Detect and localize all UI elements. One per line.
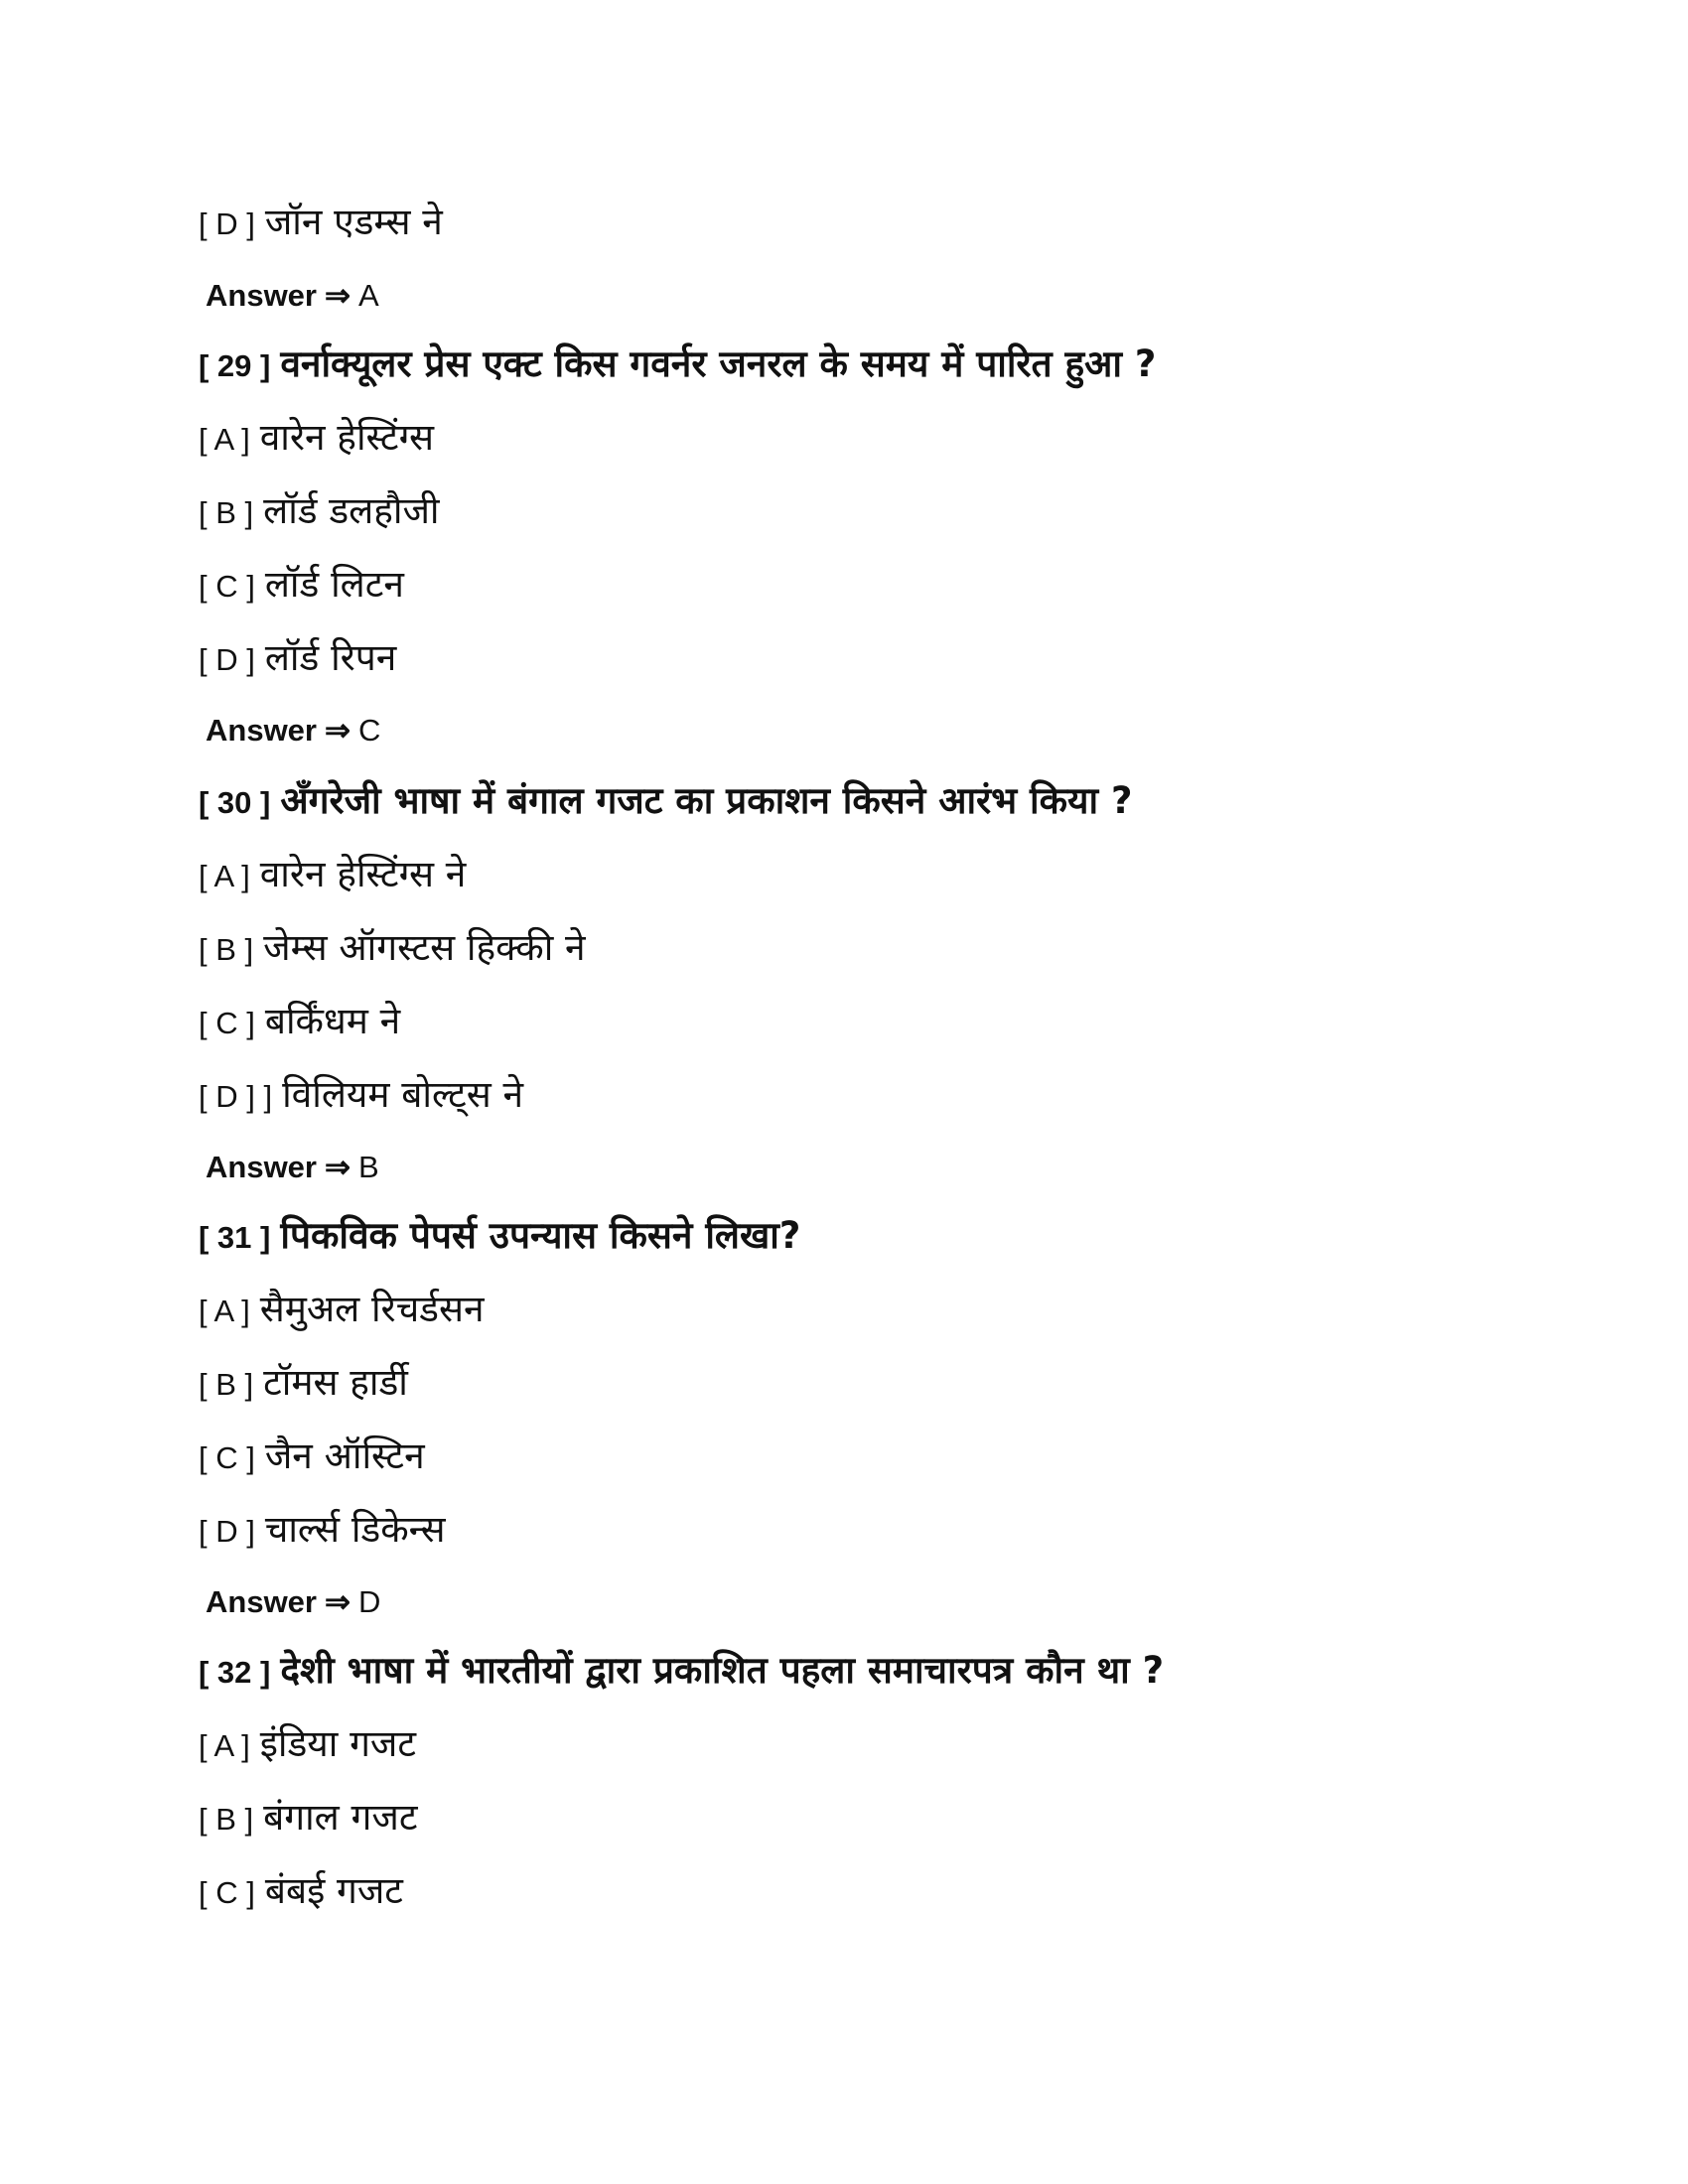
option-text: विलियम बोल्ट्स ने (282, 1073, 524, 1116)
option-label: [ C ] (199, 1006, 255, 1040)
q31-option-d (199, 1508, 446, 1551)
option-text: वारेन हेस्टिंग्स (259, 416, 434, 459)
option-label: [ B ] (199, 495, 254, 530)
q29-option-b (199, 489, 440, 532)
q29-option-a (199, 416, 434, 459)
option-text: जैन ऑस्टिन (264, 1434, 425, 1477)
option-label: [ B ] (199, 932, 254, 967)
option-label: [ D ] (199, 1514, 255, 1549)
q32-option-b (199, 1796, 418, 1839)
option-text: जॉन एडम्स ने (264, 201, 443, 243)
q29-option-d (199, 636, 397, 679)
option-text: वारेन हेस्टिंग्स ने (259, 853, 467, 895)
option-label: [ B ] (199, 1367, 254, 1402)
option-text: बंबई गजट (264, 1869, 403, 1912)
question-number: [ 32 ] (199, 1655, 271, 1690)
option-text: लॉर्ड रिपन (264, 636, 397, 679)
question-31 (199, 1214, 801, 1257)
answer-value: C (357, 713, 381, 748)
option-label: [ A ] (199, 859, 250, 893)
q30-answer (206, 1152, 379, 1182)
question-text: देशी भाषा में भारतीयों द्वारा प्रकाशित पहला समाचारपत्र कौन था ? (280, 1649, 1165, 1692)
q30-option-b (199, 926, 586, 969)
question-number: [ 29 ] (199, 348, 271, 383)
answer-arrow: ⇒ (324, 278, 351, 313)
q30-option-c (199, 1000, 401, 1042)
q31-option-b (199, 1361, 408, 1404)
option-label: [ B ] (199, 1802, 254, 1837)
option-label: [ A ] (199, 422, 250, 457)
q29-option-c (199, 563, 404, 606)
question-text: पिकविक पेपर्स उपन्यास किसने लिखा? (280, 1214, 801, 1257)
option-label: [ C ] (199, 569, 255, 604)
question-number: [ 30 ] (199, 785, 271, 820)
option-label: [ A ] (199, 1728, 250, 1763)
answer-arrow: ⇒ (324, 713, 351, 748)
question-number: [ 31 ] (199, 1220, 271, 1255)
option-text: लॉर्ड डलहौजी (263, 489, 440, 532)
option-text: इंडिया गजट (259, 1722, 417, 1765)
option-label: [ D ] (199, 642, 255, 677)
option-label: [ D ] ] (199, 1079, 273, 1114)
answer-value: D (357, 1584, 381, 1619)
question-text: अँगरेजी भाषा में बंगाल गजट का प्रकाशन किसने आरंभ किया ? (280, 779, 1133, 822)
question-29 (199, 342, 1157, 385)
answer-label: Answer (206, 1150, 317, 1184)
q30-option-d (199, 1073, 524, 1116)
option-text: सैमुअल रिचर्डसन (259, 1288, 485, 1330)
q29-answer (206, 715, 380, 746)
option-label: [ D ] (199, 206, 255, 241)
q31-option-a (199, 1288, 485, 1330)
answer-arrow: ⇒ (324, 1584, 351, 1619)
option-text: बर्किंधम ने (264, 1000, 401, 1042)
prev-option-d (199, 201, 443, 243)
option-text: जेम्स ऑगस्टस हिक्की ने (263, 926, 586, 969)
answer-label: Answer (206, 713, 317, 748)
question-32 (199, 1649, 1165, 1692)
answer-value: A (357, 278, 379, 313)
answer-arrow: ⇒ (324, 1150, 351, 1184)
answer-label: Answer (206, 278, 317, 313)
q30-option-a (199, 853, 467, 895)
option-text: लॉर्ड लिटन (264, 563, 404, 606)
q31-option-c (199, 1434, 425, 1477)
q32-option-c (199, 1869, 403, 1912)
q32-option-a (199, 1722, 417, 1765)
q31-answer (206, 1586, 380, 1617)
option-label: [ A ] (199, 1294, 250, 1328)
prev-answer (206, 280, 379, 311)
option-text: चार्ल्स डिकेन्स (264, 1508, 446, 1551)
answer-label: Answer (206, 1584, 317, 1619)
option-label: [ C ] (199, 1440, 255, 1475)
question-30 (199, 779, 1133, 822)
answer-value: B (357, 1150, 379, 1184)
option-label: [ C ] (199, 1875, 255, 1910)
option-text: बंगाल गजट (263, 1796, 418, 1839)
option-text: टॉमस हार्डी (263, 1361, 408, 1404)
question-text: वर्नाक्यूलर प्रेस एक्ट किस गवर्नर जनरल के समय में पारित हुआ ? (280, 342, 1157, 385)
